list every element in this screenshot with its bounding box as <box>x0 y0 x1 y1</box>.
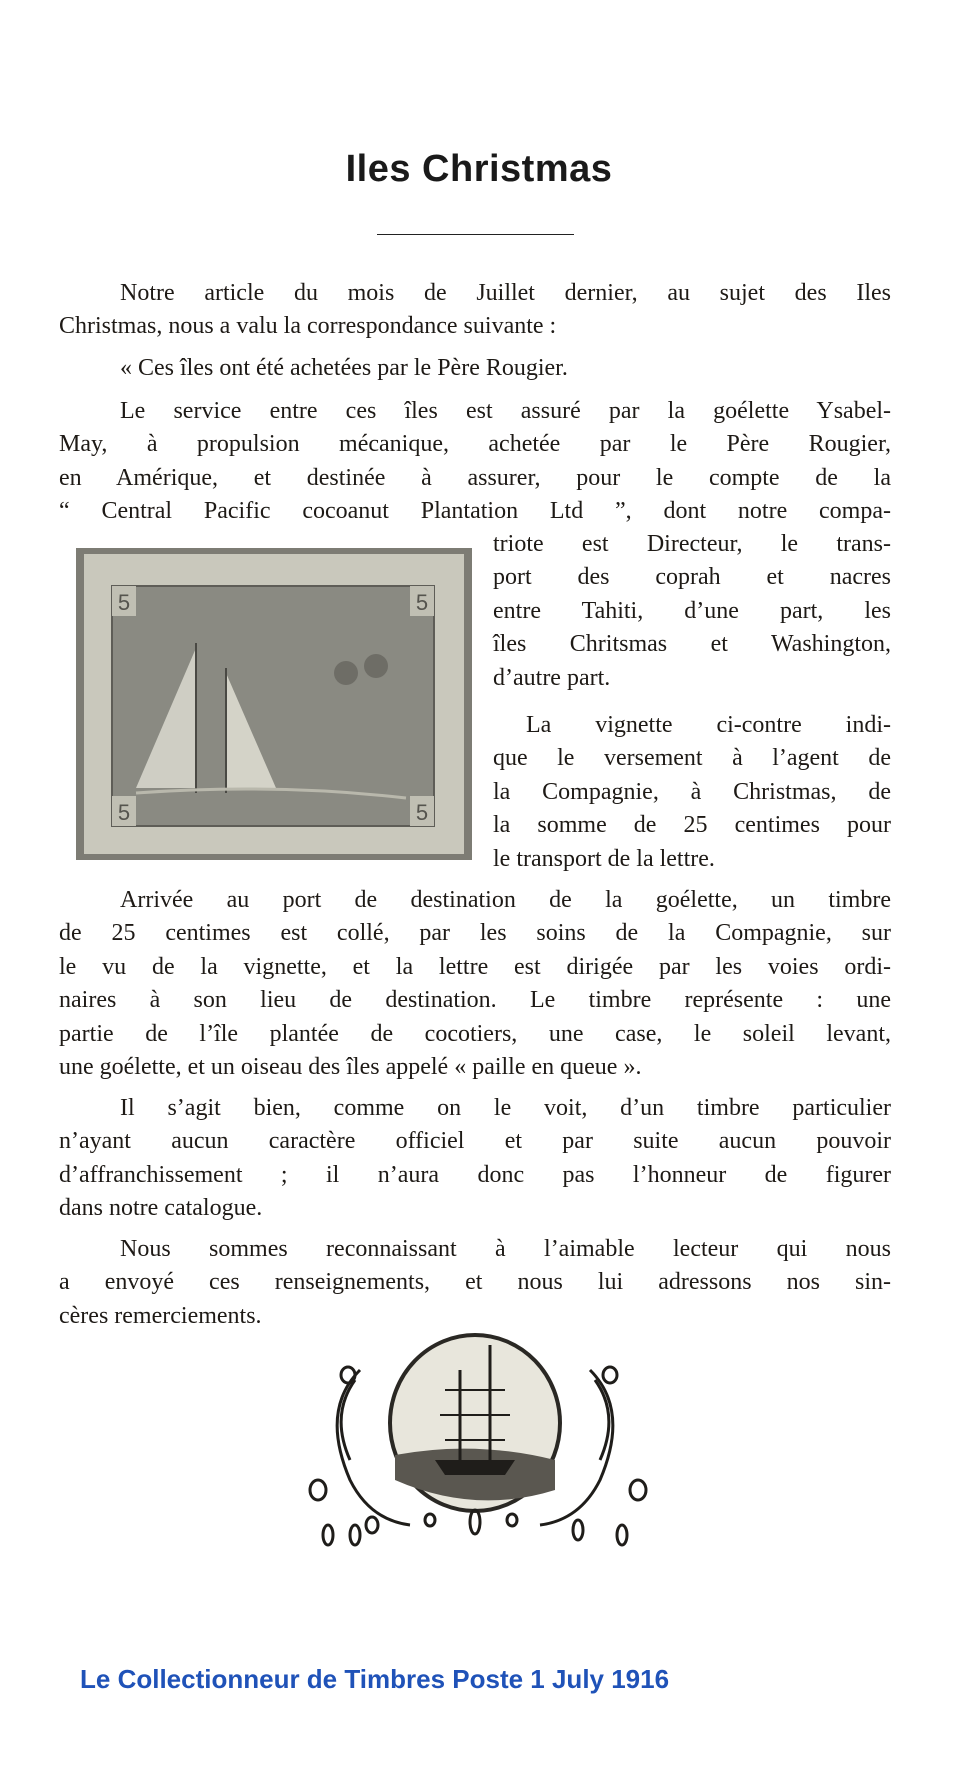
stamp-value: 5 <box>117 590 131 615</box>
paragraph-6 <box>59 1092 891 1226</box>
text-line: a envoyé ces renseignements, et nous lui adressons nos sin- <box>59 1269 891 1296</box>
paragraph-5 <box>59 884 891 1084</box>
paragraph-3 <box>59 395 891 529</box>
paragraph-2 <box>59 352 891 385</box>
text-line: n’ayant aucun caractère officiel et par suite aucun pouvoir <box>59 1128 891 1155</box>
text-line: le vu de la vignette, et la lettre est dirigée par les voies ordi- <box>59 953 891 980</box>
palm-icon <box>364 654 388 678</box>
article-title: Iles Christmas <box>345 148 613 190</box>
text-line: Notre article du mois de Juillet dernier, au sujet des Iles <box>120 280 891 306</box>
text-line: “ Central Pacific cocoanut Plantation Ltd ”, dont notre compa- <box>59 498 891 525</box>
text-line: May, à propulsion mécanique, achetée par le Père Rougier, <box>59 431 891 458</box>
text-line: Christmas, nous a valu la correspondance suivante : <box>59 313 557 340</box>
text-line: la somme de 25 centimes pour <box>493 812 891 839</box>
text-line: Arrivée au port de destination de la goélette, un timbre <box>120 887 891 913</box>
text-line: en Amérique, et destinée à assurer, pour le compte de la <box>59 464 891 491</box>
text-line: « Ces îles ont été achetées par le Père Rougier. <box>120 355 568 381</box>
text-line: une goélette, et un oiseau des îles appelé « paille en queue ». <box>59 1053 642 1080</box>
text-line: naires à son lieu de destination. Le timbre représente : une <box>59 987 891 1014</box>
text-line: Il s’agit bien, comme on le voit, d’un timbre particulier <box>120 1095 891 1121</box>
text-line: entre Tahiti, d’une part, les <box>493 597 891 624</box>
text-line: Nous sommes reconnaissant à l’aimable lecteur qui nous <box>120 1236 891 1262</box>
stamp-value: 5 <box>415 800 429 825</box>
paragraph-1 <box>59 277 891 344</box>
paragraph-4 <box>493 709 891 876</box>
stamp-vignette-image <box>76 548 472 860</box>
text-line: de 25 centimes est collé, par les soins de la Compagnie, sur <box>59 920 891 947</box>
text-line: le transport de la lettre. <box>493 845 715 872</box>
text-line: la Compagnie, à Christmas, de <box>493 778 891 805</box>
source-caption: Le Collectionneur de Timbres Poste 1 July 1916 <box>80 1664 670 1694</box>
text-line: cères remerciements. <box>59 1302 262 1329</box>
text-line: dans notre catalogue. <box>59 1195 263 1222</box>
text-line: partie de l’île plantée de cocotiers, une case, le soleil levant, <box>59 1020 891 1047</box>
title-divider <box>377 234 574 235</box>
text-line: port des coprah et nacres <box>493 564 891 591</box>
text-line: d’affranchissement ; il n’aura donc pas l’honneur de figurer <box>59 1161 891 1188</box>
paragraph-7 <box>59 1233 891 1333</box>
text-line: îles Chritsmas et Washington, <box>493 631 891 658</box>
stamp-value: 5 <box>415 590 429 615</box>
text-line: triote est Directeur, le trans- <box>493 531 891 557</box>
palm-icon <box>334 661 358 685</box>
ship-medallion-icon <box>300 1330 660 1570</box>
stamp-value: 5 <box>117 800 131 825</box>
text-line: La vignette ci-contre indi- <box>526 712 891 738</box>
text-line: que le versement à l’agent de <box>493 745 891 772</box>
text-line: d’autre part. <box>493 664 611 691</box>
paragraph-3-continued <box>493 528 891 695</box>
text-line: Le service entre ces îles est assuré par la goélette Ysabel- <box>120 398 891 424</box>
